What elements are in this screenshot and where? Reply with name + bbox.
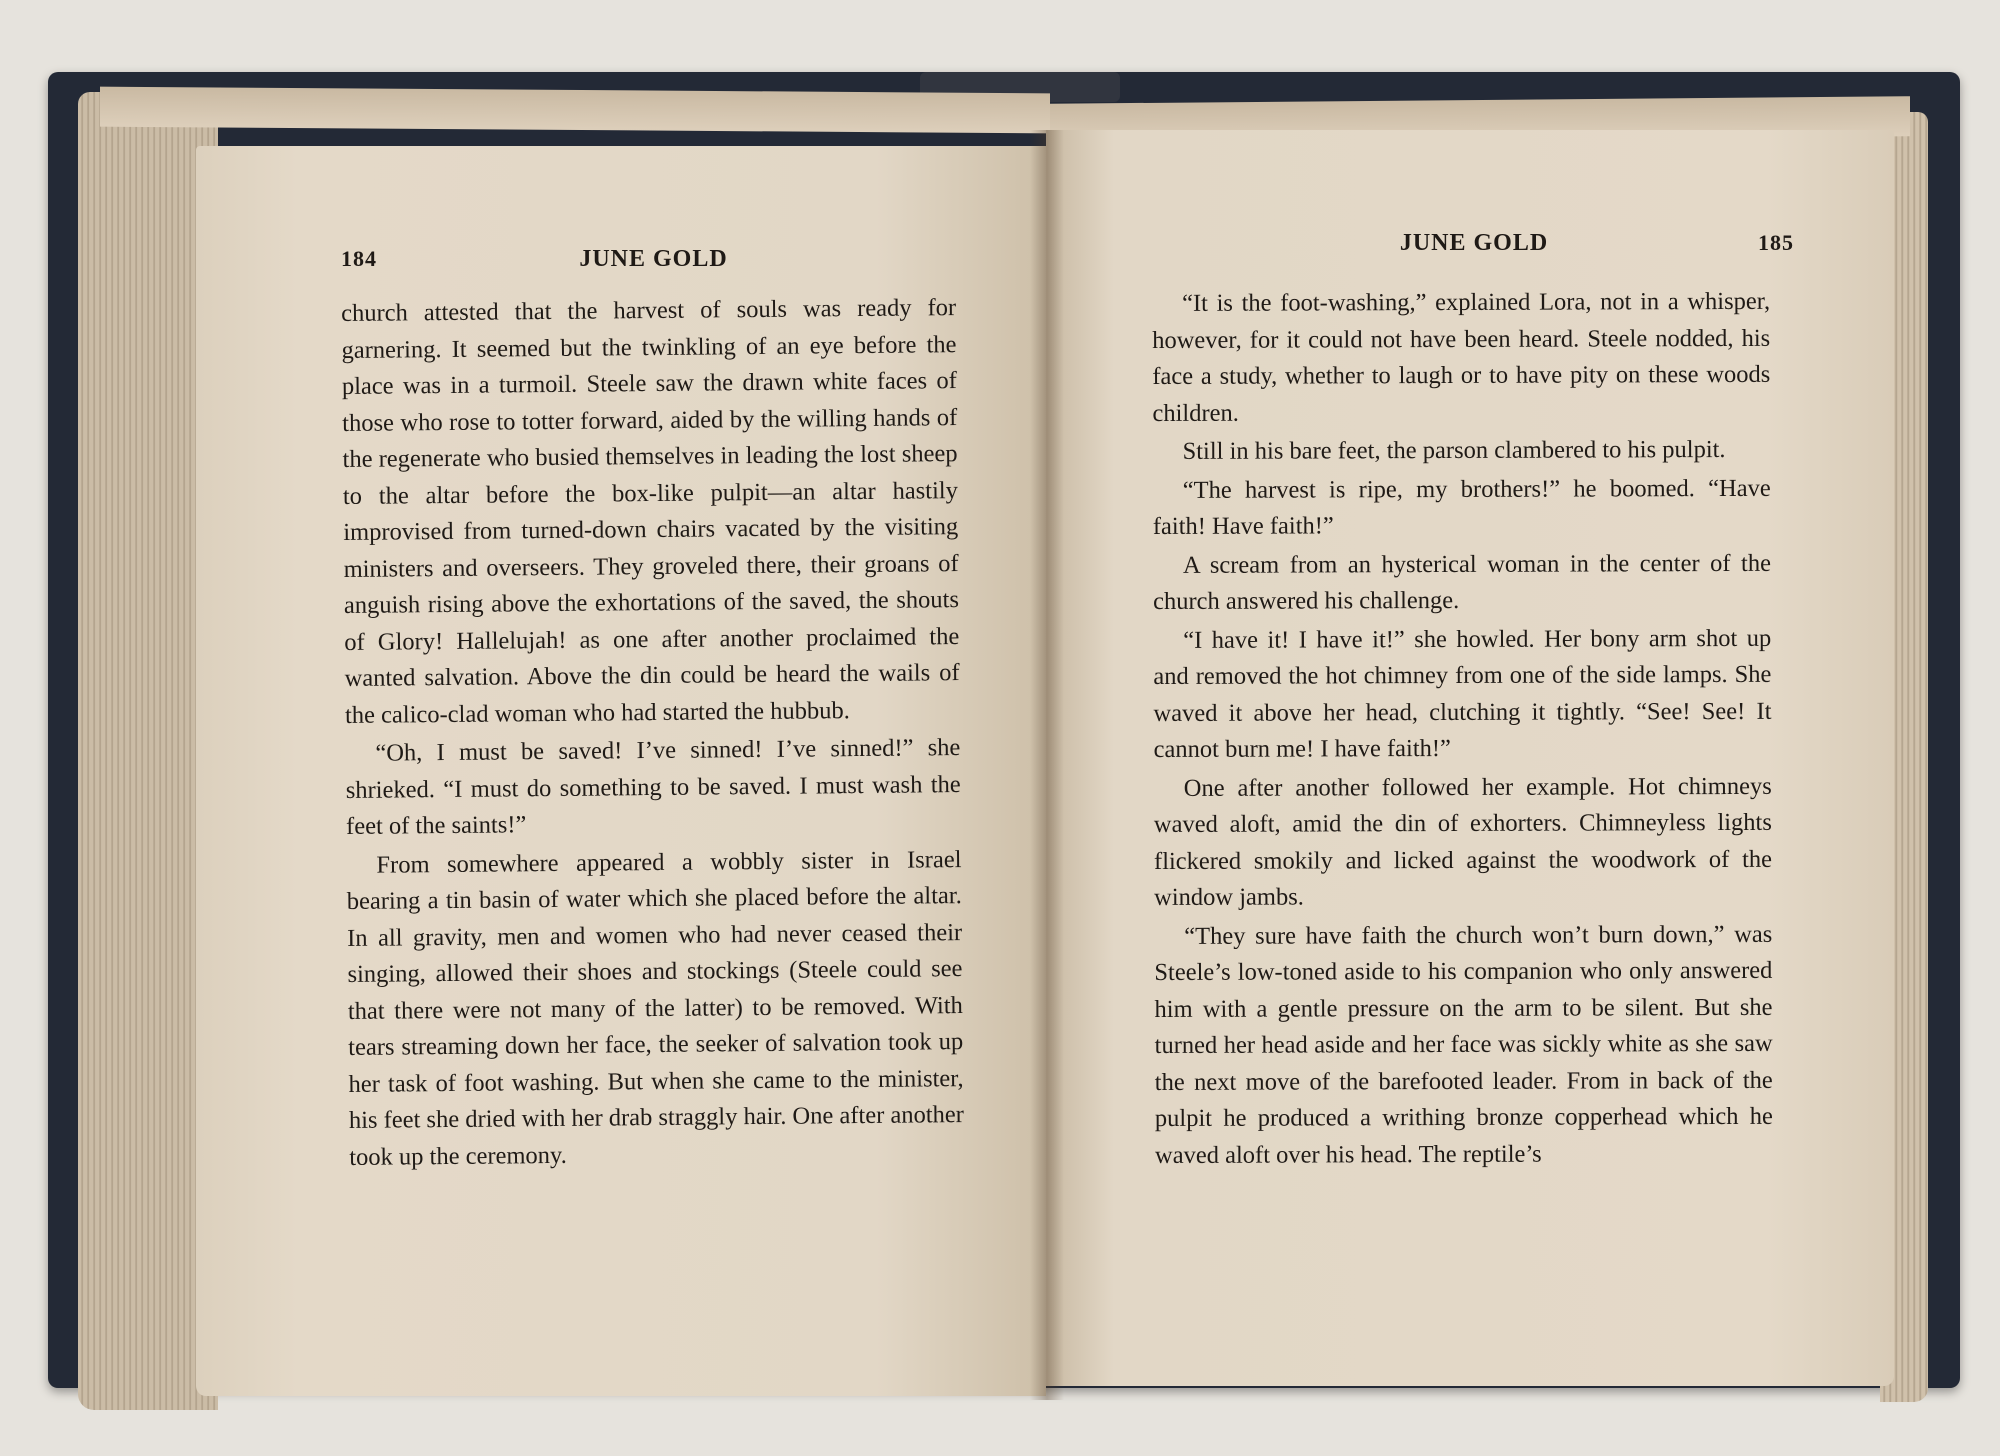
right-paragraph-7: “They sure have faith the church won’t burn down,” was Steele’s low-toned aside to his companion who only answered him with a gentle pressure on the arm to be silent. But she turned her head aside and her face was sickly white as she saw the next move of the barefooted leader. From in back of the pulpit he produced a writhing bronze copperhead which he waved aloft over his head. The reptile’s [1154,920,1773,1169]
left-paragraph-1: church attested that the harvest of souls was ready for garnering. It seemed but the twinkling of an eye before the place was in a turmoil. Steele saw the drawn white faces of those who rose to totter forward, aided by the willing hands of the regenerate who busied themselves in leading the lost sheep to the altar before the box-like pulpit—an altar hastily improvised from turned-down chairs vacated by the visiting ministers and overseers. They groveled there, their groans of anguish rising above the exhortations of the saved, the shouts of Glory! Hallelujah! as one after another proclaimed the wanted salvation. Above the din could be heard the wails of the calico-clad woman who had started the hubbub. [341,294,960,729]
right-paragraph-4: A scream from an hysterical woman in the center of the church answered his challenge. [1153,549,1772,615]
left-page-header [341,246,966,286]
right-page-body [1152,284,1773,1174]
left-paragraph-2: “Oh, I must be saved! I’ve sinned! I’ve sinned!” she shrieked. “I must do something to be saved. I must wash the feet of the saints!” [345,734,961,840]
left-running-title: JUNE GOLD [579,246,728,272]
book-gutter [1030,130,1064,1400]
left-page-top-edge [100,87,1050,134]
right-page-number: 185 [1758,230,1794,255]
right-running-title: JUNE GOLD [1399,230,1549,256]
left-page-number: 184 [341,246,377,271]
right-paragraph-2: Still in his bare feet, the parson clambered to his pulpit. [1182,435,1726,465]
right-page [1046,130,1894,1386]
left-paragraph-3: From somewhere appeared a wobbly sister in Israel bearing a tin basin of water which she placed before the altar. In all gravity, men and women who had never ceased their singing, allowed their shoes and stockings (Steele could see that there were not many of the latter) to be removed. With tears streaming down her face, the seeker of salvation took up her task of foot washing. But when she came to the minister, his feet she dried with her drab straggly hair. One after another took up the ceremony. [346,845,965,1171]
right-page-header [1154,230,1794,270]
left-page [196,146,1046,1396]
right-paragraph-5: “I have it! I have it!” she howled. Her bony arm shot up and removed the hot chimney from one of the side lamps. She waved it above her head, clutching it tightly. “See! See! It cannot burn me! I have faith!” [1153,624,1772,763]
right-paragraph-3: “The harvest is ripe, my brothers!” he boomed. “Have faith! Have faith!” [1152,474,1771,540]
right-paragraph-6: One after another followed her example. Hot chimneys waved aloft, amid the din of exhorters. Chimneyless lights flickered smokily and licked against the woodwork of the window jambs. [1153,772,1773,911]
left-page-body [341,290,964,1176]
right-paragraph-1: “It is the foot-washing,” explained Lora, not in a whisper, however, for it could not have been heard. Steele nodded, his face a study, whether to laugh or to have pity on these woods children. [1152,287,1771,427]
